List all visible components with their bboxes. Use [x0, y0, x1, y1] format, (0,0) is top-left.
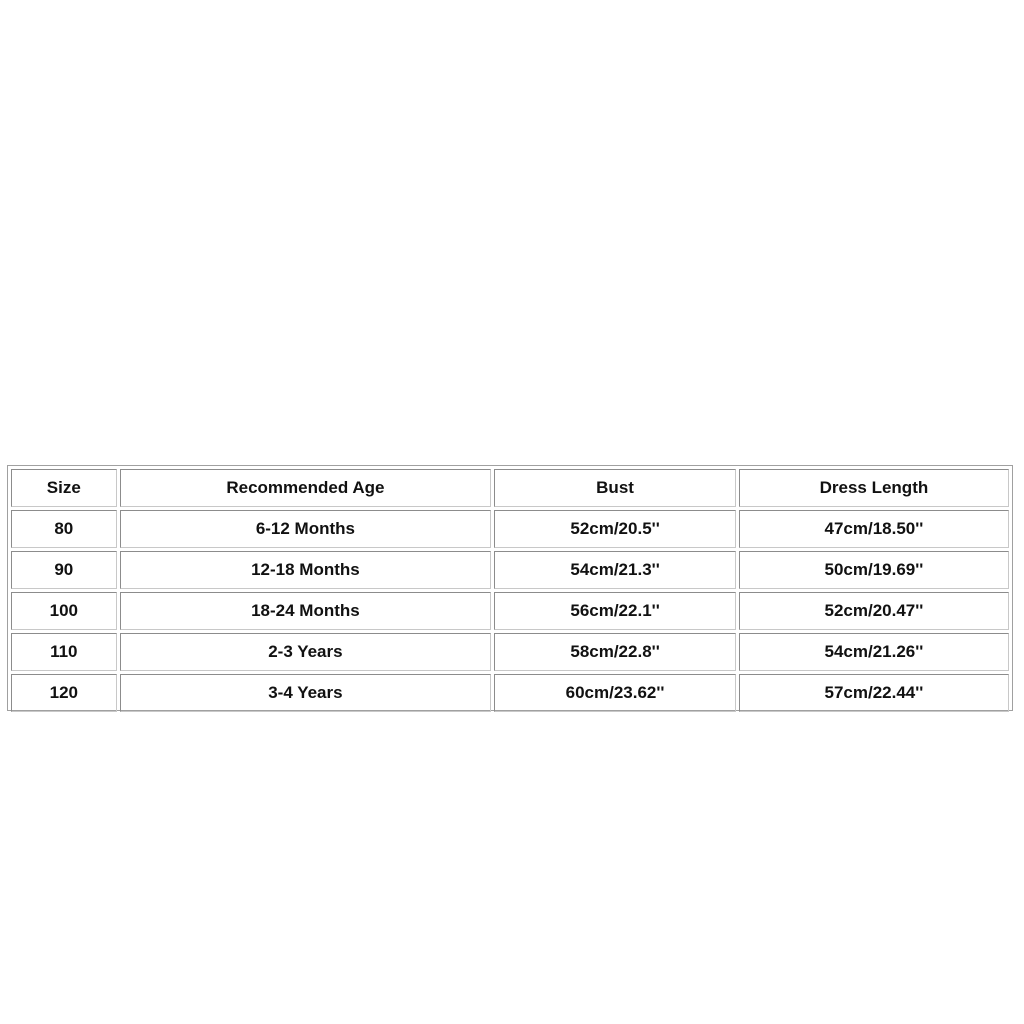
- header-size: Size: [11, 469, 117, 507]
- table-row: [11, 551, 1009, 589]
- cell-dress-length: 54cm/21.26'': [739, 633, 1009, 671]
- table-row: [11, 633, 1009, 671]
- cell-dress-length: 52cm/20.47'': [739, 592, 1009, 630]
- cell-recommended-age: 18-24 Months: [120, 592, 492, 630]
- cell-size: 80: [11, 510, 117, 548]
- cell-recommended-age: 3-4 Years: [120, 674, 492, 712]
- cell-dress-length: 50cm/19.69'': [739, 551, 1009, 589]
- table-row: [11, 510, 1009, 548]
- cell-bust: 60cm/23.62'': [494, 674, 736, 712]
- cell-bust: 52cm/20.5'': [494, 510, 736, 548]
- size-chart-table-frame: [7, 465, 1013, 711]
- cell-bust: 58cm/22.8'': [494, 633, 736, 671]
- cell-bust: 56cm/22.1'': [494, 592, 736, 630]
- header-bust: Bust: [494, 469, 736, 507]
- cell-recommended-age: 2-3 Years: [120, 633, 492, 671]
- size-chart-table: [8, 466, 1012, 715]
- cell-size: 90: [11, 551, 117, 589]
- cell-recommended-age: 6-12 Months: [120, 510, 492, 548]
- cell-recommended-age: 12-18 Months: [120, 551, 492, 589]
- header-dress-length: Dress Length: [739, 469, 1009, 507]
- cell-bust: 54cm/21.3'': [494, 551, 736, 589]
- cell-size: 120: [11, 674, 117, 712]
- cell-size: 110: [11, 633, 117, 671]
- cell-dress-length: 57cm/22.44'': [739, 674, 1009, 712]
- header-recommended-age: Recommended Age: [120, 469, 492, 507]
- cell-size: 100: [11, 592, 117, 630]
- table-row: [11, 592, 1009, 630]
- table-row: [11, 674, 1009, 712]
- cell-dress-length: 47cm/18.50'': [739, 510, 1009, 548]
- table-header-row: [11, 469, 1009, 507]
